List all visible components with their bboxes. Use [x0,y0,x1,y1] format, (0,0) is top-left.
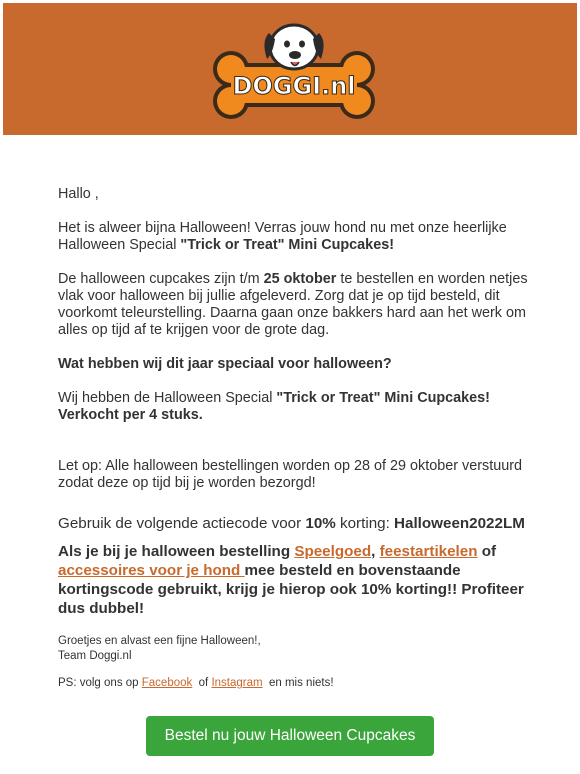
intro-product-name: "Trick or Treat" Mini Cupcakes! [180,237,394,253]
dog-bone-logo-icon [211,19,377,127]
combo-offer-paragraph [58,542,528,618]
combo-text-a: Als je bij je halloween bestelling [58,543,295,560]
speelgoed-link[interactable]: Speelgoed [294,543,372,560]
ps-line [58,676,528,691]
feestartikelen-link[interactable]: feestartikelen [379,543,478,560]
shipping-note: Let op: Alle halloween bestellingen worden op 28 of 29 oktober verstuurd zodat deze op tijd bij je worden bezorgd! [58,458,523,491]
special-product: "Trick or Treat" Mini Cupcakes! Verkocht per 4 stuks. [58,390,490,423]
intro-paragraph [58,220,528,254]
discount-text-a: Gebruik de volgende actiecode voor [58,515,306,532]
special-heading: Wat hebben wij dit jaar speciaal voor halloween? [58,356,392,372]
discount-code: Halloween2022LM [394,515,525,532]
special-paragraph [58,390,528,424]
closing-line-1: Groetjes en alvast een fijne Halloween!, [58,635,261,647]
intro-text: Het is alweer bijna Halloween! Verras jouw hond nu met onze heerlijke Halloween Special [58,220,507,253]
combo-text-c: mee besteld en bovenstaande kortingscode gebruikt, krijg je hierop ook 10% korting!! Profiteer dus dubbel! [58,562,524,617]
closing-line-2: Team Doggi.nl [58,650,132,662]
discount-code-line [58,514,528,533]
ps-text-c: en mis niets! [262,677,334,689]
deadline-paragraph [58,271,528,339]
deadline-text-a: De halloween cupcakes zijn t/m [58,271,264,287]
combo-sep: , [371,543,380,560]
doggi-logo[interactable] [211,19,377,127]
deadline-date: 25 oktober [263,271,337,287]
closing [58,634,528,664]
special-text: Wij hebben de Halloween Special [58,390,277,406]
deadline-text-b: te bestellen en worden netjes vlak voor halloween bij jullie afgeleverd. Zorg dat je op tijd besteld, dit voorkomt teleurstelling. Daarna gaan onze bakkers hard aan het werk om alles op tijd af te krijgen voor de grote dag. [58,271,528,338]
facebook-link[interactable]: Facebook [141,677,193,689]
greeting: Hallo , [58,186,99,202]
email-header [3,3,577,135]
logo-wordmark: DOGGI.nl [232,72,356,100]
ps-text-b: of [192,677,212,689]
order-cupcakes-button[interactable]: Bestel nu jouw Halloween Cupcakes [146,716,434,756]
combo-text-b: of [477,543,497,560]
discount-text-b: korting: [335,515,395,532]
accessoires-link[interactable]: accessoires voor je hond [58,562,245,579]
ps-text-a: PS: volg ons op [58,677,142,689]
email-body [58,186,528,691]
instagram-link[interactable]: Instagram [211,677,263,689]
discount-percent: 10% [305,515,336,532]
